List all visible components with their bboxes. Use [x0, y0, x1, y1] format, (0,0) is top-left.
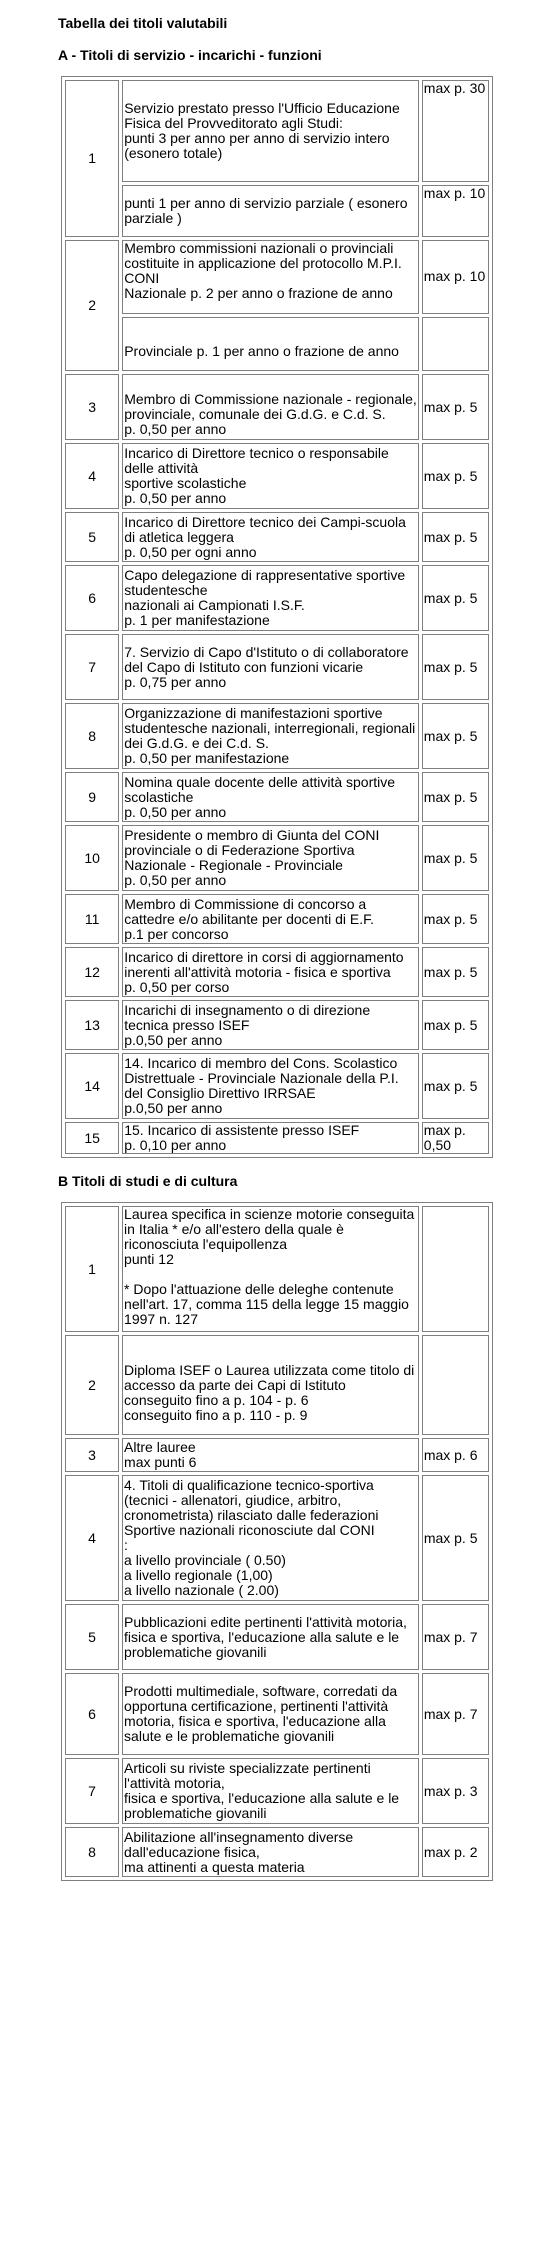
section-a-table: [61, 76, 493, 1158]
a-description-cell: 15. Incarico di assistente presso ISEF p. 0,10 per anno: [122, 1122, 419, 1154]
section-a-heading: A - Titoli di servizio - incarichi - funzioni: [58, 47, 322, 63]
a-points-cell: max p. 10: [422, 240, 489, 314]
b-points-cell: max p. 2: [422, 1827, 489, 1877]
b-row: [65, 1673, 489, 1755]
b-description-cell: Altre lauree max punti 6: [122, 1438, 419, 1472]
b-points-cell: max p. 7: [422, 1673, 489, 1755]
a-row: [65, 185, 489, 237]
a-points-cell: max p. 5: [422, 825, 489, 891]
a-points-cell: max p. 30: [422, 80, 489, 182]
a-description-cell: Capo delegazione di rappresentative sportive studentesche nazionali ai Campionati I.S.F. p. 1 per manifestazione: [122, 565, 419, 631]
b-number-cell: 5: [65, 1604, 119, 1670]
a-row: [65, 565, 489, 631]
a-points-cell: max p. 5: [422, 1000, 489, 1050]
a-description-cell: Presidente o membro di Giunta del CONI provinciale o di Federazione Sportiva Nazionale - Regionale - Provinciale p. 0,50 per anno: [122, 825, 419, 891]
a-number-cell: 5: [65, 512, 119, 562]
b-description-cell: Pubblicazioni edite pertinenti l'attività motoria, fisica e sportiva, l'educazione alla salute e le problematiche giovanili: [122, 1604, 419, 1670]
a-description-cell: Membro commissioni nazionali o provinciali costituite in applicazione del protocollo M.P.I. CONI Nazionale p. 2 per anno o frazione de anno: [122, 240, 419, 314]
a-row: [65, 825, 489, 891]
a-description-cell: Incarico di direttore in corsi di aggiornamento inerenti all'attività motoria - fisica e sportiva p. 0,50 per corso: [122, 947, 419, 997]
page-title: Tabella dei titoli valutabili: [58, 15, 228, 31]
b-points-cell: [422, 1335, 489, 1435]
a-number-cell: 12: [65, 947, 119, 997]
a-number-cell: 6: [65, 565, 119, 631]
a-number-cell: 2: [65, 240, 119, 371]
a-description-cell: 7. Servizio di Capo d'Istituto o di collaboratore del Capo di Istituto con funzioni vicarie p. 0,75 per anno: [122, 634, 419, 700]
a-points-cell: max p. 5: [422, 947, 489, 997]
b-number-cell: 6: [65, 1673, 119, 1755]
a-description-cell: 14. Incarico di membro del Cons. Scolastico Distrettuale - Provinciale Nazionale della P.I. del Consiglio Direttivo IRRSAE p.0,50 per anno: [122, 1053, 419, 1119]
a-number-cell: 8: [65, 703, 119, 769]
a-number-cell: 3: [65, 374, 119, 440]
a-number-cell: 11: [65, 894, 119, 944]
b-description-cell: Laurea specifica in scienze motorie conseguita in Italia * e/o all'estero della quale è riconosciuta l'equipollenza punti 12 * Dopo l'attuazione delle deleghe contenute nell'art. 17, comma 115 della legge 15 maggio 1997 n. 127: [122, 1206, 419, 1332]
a-number-cell: 13: [65, 1000, 119, 1050]
a-description-cell: Provinciale p. 1 per anno o frazione de anno: [122, 317, 419, 371]
a-row: [65, 772, 489, 822]
a-description-cell: Incarico di Direttore tecnico dei Campi-scuola di atletica leggera p. 0,50 per ogni anno: [122, 512, 419, 562]
a-points-cell: max p. 5: [422, 634, 489, 700]
a-number-cell: 10: [65, 825, 119, 891]
b-description-cell: Abilitazione all'insegnamento diverse dall'educazione fisica, ma attinenti a questa materia: [122, 1827, 419, 1877]
b-description-cell: 4. Titoli di qualificazione tecnico-sportiva (tecnici - allenatori, giudice, arbitro, cronometrista) rilasciato dalle federazioni Sportive nazionali riconosciute dal CONI : a livello provinciale ( 0.50) a livello regionale (1,00) a livello nazionale ( 2.00): [122, 1475, 419, 1601]
a-number-cell: 15: [65, 1122, 119, 1154]
b-number-cell: 8: [65, 1827, 119, 1877]
b-number-cell: 4: [65, 1475, 119, 1601]
a-description-cell: Servizio prestato presso l'Ufficio Educazione Fisica del Provveditorato agli Studi: punti 3 per anno per anno di servizio intero (esonero totale): [122, 80, 419, 182]
a-description-cell: Organizzazione di manifestazioni sportive studentesche nazionali, interregionali, regionali dei G.d.G. e dei C.d. S. p. 0,50 per manifestazione: [122, 703, 419, 769]
a-description-cell: punti 1 per anno di servizio parziale ( esonero parziale ): [122, 185, 419, 237]
b-number-cell: 2: [65, 1335, 119, 1435]
a-row: [65, 443, 489, 509]
a-number-cell: 7: [65, 634, 119, 700]
a-description-cell: Membro di Commissione nazionale - regionale, provinciale, comunale dei G.d.G. e C.d. S. p. 0,50 per anno: [122, 374, 419, 440]
a-row: [65, 1122, 489, 1154]
a-description-cell: Nomina quale docente delle attività sportive scolastiche p. 0,50 per anno: [122, 772, 419, 822]
b-points-cell: max p. 5: [422, 1475, 489, 1601]
a-row: [65, 512, 489, 562]
a-description-cell: Incarico di Direttore tecnico o responsabile delle attività sportive scolastiche p. 0,50 per anno: [122, 443, 419, 509]
a-points-cell: max p. 5: [422, 374, 489, 440]
a-points-cell: max p. 0,50: [422, 1122, 489, 1154]
a-points-cell: max p. 10: [422, 185, 489, 237]
b-description-cell: Prodotti multimediale, software, corredati da opportuna certificazione, pertinenti l'attività motoria, fisica e sportiva, l'educazione alla salute e le problematiche giovanili: [122, 1673, 419, 1755]
b-points-cell: max p. 7: [422, 1604, 489, 1670]
a-number-cell: 14: [65, 1053, 119, 1119]
a-row: [65, 317, 489, 371]
a-row: [65, 947, 489, 997]
b-row: [65, 1475, 489, 1601]
a-points-cell: max p. 5: [422, 703, 489, 769]
a-number-cell: 9: [65, 772, 119, 822]
b-row: [65, 1335, 489, 1435]
b-number-cell: 7: [65, 1758, 119, 1824]
b-number-cell: 1: [65, 1206, 119, 1332]
a-number-cell: 4: [65, 443, 119, 509]
section-b-heading: B Titoli di studi e di cultura: [58, 1173, 238, 1189]
b-number-cell: 3: [65, 1438, 119, 1472]
a-row: [65, 374, 489, 440]
a-description-cell: Membro di Commissione di concorso a cattedre e/o abilitante per docenti di E.F. p.1 per concorso: [122, 894, 419, 944]
a-row: [65, 1053, 489, 1119]
a-points-cell: max p. 5: [422, 894, 489, 944]
b-row: [65, 1604, 489, 1670]
a-number-cell: 1: [65, 80, 119, 237]
b-row: [65, 1206, 489, 1332]
b-row: [65, 1827, 489, 1877]
a-row: [65, 240, 489, 314]
b-points-cell: [422, 1206, 489, 1332]
a-points-cell: max p. 5: [422, 1053, 489, 1119]
a-row: [65, 894, 489, 944]
b-row: [65, 1758, 489, 1824]
a-description-cell: Incarichi di insegnamento o di direzione tecnica presso ISEF p.0,50 per anno: [122, 1000, 419, 1050]
a-row: [65, 703, 489, 769]
b-points-cell: max p. 3: [422, 1758, 489, 1824]
a-points-cell: [422, 317, 489, 371]
section-b-table: [61, 1202, 493, 1881]
a-points-cell: max p. 5: [422, 443, 489, 509]
a-row: [65, 1000, 489, 1050]
b-description-cell: Diploma ISEF o Laurea utilizzata come titolo di accesso da parte dei Capi di Istituto conseguito fino a p. 104 - p. 6 conseguito fino a p. 110 - p. 9: [122, 1335, 419, 1435]
b-description-cell: Articoli su riviste specializzate pertinenti l'attività motoria, fisica e sportiva, l'educazione alla salute e le problematiche giovanili: [122, 1758, 419, 1824]
a-row: [65, 634, 489, 700]
b-points-cell: max p. 6: [422, 1438, 489, 1472]
a-row: [65, 80, 489, 182]
a-points-cell: max p. 5: [422, 565, 489, 631]
b-row: [65, 1438, 489, 1472]
a-points-cell: max p. 5: [422, 512, 489, 562]
a-points-cell: max p. 5: [422, 772, 489, 822]
